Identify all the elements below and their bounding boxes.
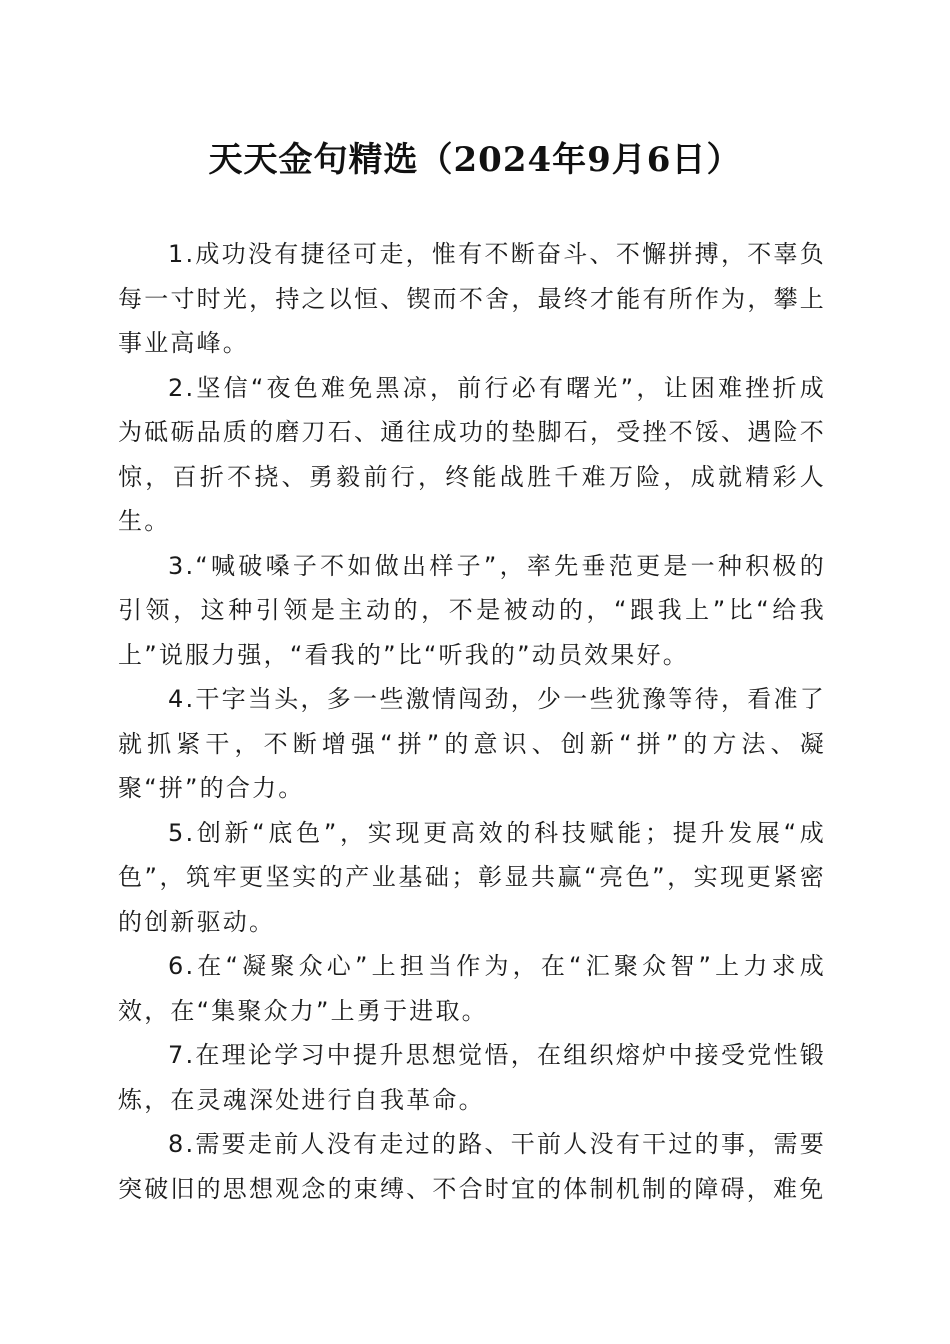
paragraph-6: 6.在“凝聚众心”上担当作为，在“汇聚众智”上力求成效，在“集聚众力”上勇于进取。 [118,952,826,1025]
paragraph-7: 7.在理论学习中提升思想觉悟，在组织熔炉中接受党性锻炼，在灵魂深处进行自我革命。 [118,1041,826,1114]
paragraph-8: 8.需要走前人没有走过的路、干前人没有干过的事，需要突破旧的思想观念的束缚、不合时宜的体制机制的障碍，难免 [118,1130,826,1203]
paragraph-1: 1.成功没有捷径可走，惟有不断奋斗、不懈拼搏，不辜负每一寸时光，持之以恒、锲而不舍，最终才能有所作为，攀上事业高峰。 [118,240,826,357]
paragraph-3: 3.“喊破嗓子不如做出样子”，率先垂范更是一种积极的引领，这种引领是主动的，不是被动的，“跟我上”比“给我上”说服力强，“看我的”比“听我的”动员效果好。 [118,551,826,669]
paragraph-4: 4.干字当头，多一些激情闯劲，少一些犹豫等待，看准了就抓紧干，不断增强“拼”的意识、创新“拼”的方法、凝聚“拼”的合力。 [118,685,826,802]
paragraph-2: 2.坚信“夜色难免黑凉，前行必有曙光”，让困难挫折成为砥砺品质的磨刀石、通往成功的垫脚石，受挫不馁、遇险不惊，百折不挠、勇毅前行，终能战胜千难万险，成就精彩人生。 [118,373,826,535]
document-body [118,232,826,1211]
paragraph-5: 5.创新“底色”，实现更高效的科技赋能；提升发展“成色”，筑牢更坚实的产业基础；彰显共赢“亮色”，实现更紧密的创新驱动。 [118,818,826,936]
page-title: 天天金句精选（2024年9月6日） [208,140,742,180]
